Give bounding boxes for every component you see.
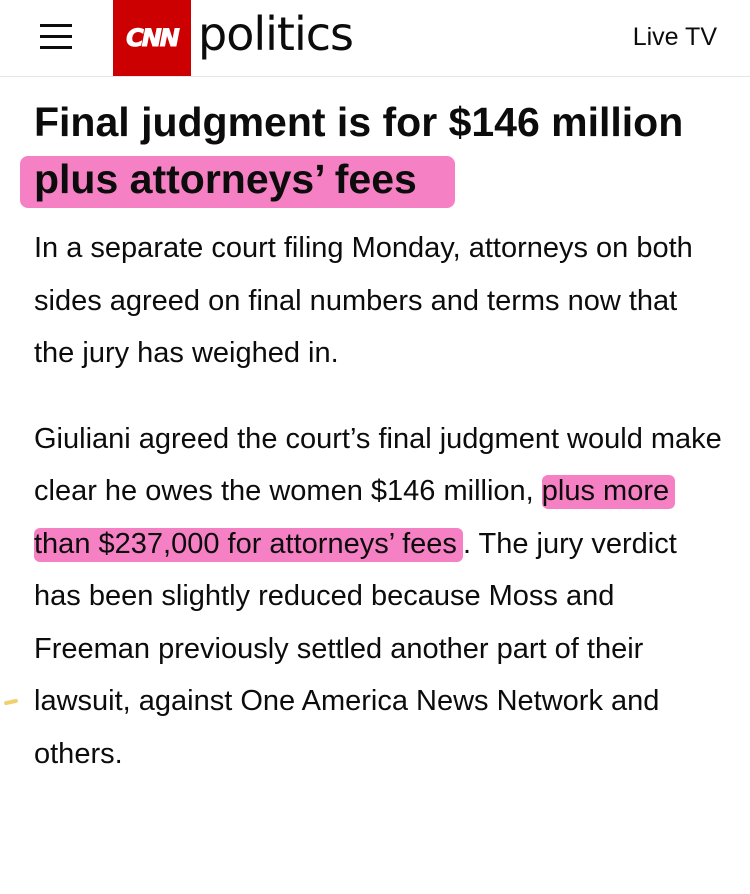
article-headline xyxy=(34,94,724,208)
paragraph-2-highlighted-text: plus more than $237,000 for attorneys’ fees xyxy=(34,475,675,562)
hamburger-menu-icon[interactable] xyxy=(40,22,72,50)
top-nav-bar xyxy=(0,0,750,77)
article-body xyxy=(34,94,724,780)
live-tv-link[interactable]: Live TV xyxy=(632,23,717,51)
cnn-logo[interactable] xyxy=(113,0,191,76)
headline-text: Final judgment is for $146 million xyxy=(34,99,684,145)
hamburger-line xyxy=(40,35,72,38)
paragraph-2-text-end: . The jury verdict has been slightly reduced because Moss and Freeman previously settled another part of their lawsuit, against One America News Network and others. xyxy=(34,527,677,770)
paragraph-2-text-start: Giuliani agreed the court’s final judgment would make clear he owes the women $146 million, xyxy=(34,422,722,507)
section-title-politics[interactable]: politics xyxy=(198,7,353,61)
headline-highlighted-text: plus attorneys’ fees xyxy=(20,156,455,208)
hamburger-line xyxy=(40,46,72,49)
cnn-logo-text: CNN xyxy=(126,24,178,52)
article-paragraph-2 xyxy=(34,413,724,781)
hamburger-line xyxy=(40,24,72,27)
article-paragraph-1: In a separate court filing Monday, attorneys on both sides agreed on final numbers and terms now that the jury has weighed in. xyxy=(34,232,693,369)
stray-marker-mark xyxy=(4,699,19,706)
